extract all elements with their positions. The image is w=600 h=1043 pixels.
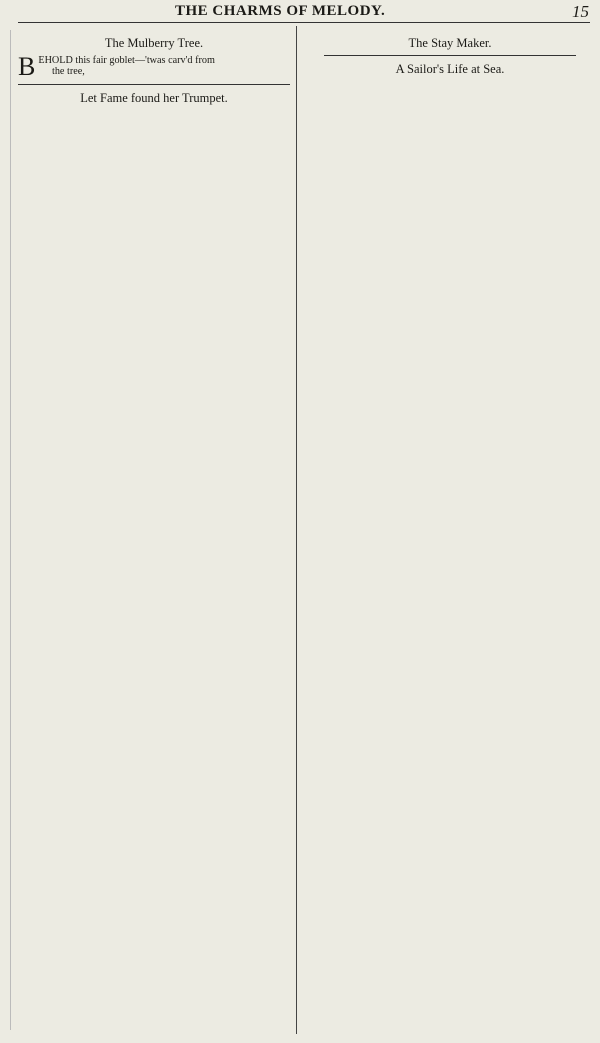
- song-title: A Sailor's Life at Sea.: [395, 62, 505, 76]
- header-rule: [18, 22, 590, 23]
- running-head: [0, 2, 600, 22]
- running-title: THE CHARMS OF MELODY.: [175, 3, 386, 19]
- song-mulberry-tree: [18, 36, 290, 81]
- column-divider: [296, 26, 297, 1034]
- song-sailors-life-at-sea: [310, 62, 590, 76]
- song-title: Let Fame found her Trumpet.: [80, 90, 228, 105]
- right-column: [310, 36, 590, 81]
- page-edge-line: [10, 30, 11, 1030]
- song-verses: [18, 52, 290, 81]
- song-title: The Mulberry Tree.: [104, 36, 204, 50]
- verse-line-first: BEHOLD this fair goblet—'twas carv'd from: [18, 52, 215, 81]
- song-title: The Stay Maker.: [408, 36, 492, 50]
- song-stay-maker: [310, 36, 590, 50]
- page-number: 15: [572, 2, 589, 21]
- song-separator: [324, 55, 576, 56]
- verse-line: the tree,: [52, 66, 85, 78]
- drop-cap: B: [18, 52, 36, 81]
- song-let-fame-found-her-trumpet: [18, 91, 290, 105]
- song-separator: [18, 84, 290, 85]
- left-column: [18, 36, 290, 110]
